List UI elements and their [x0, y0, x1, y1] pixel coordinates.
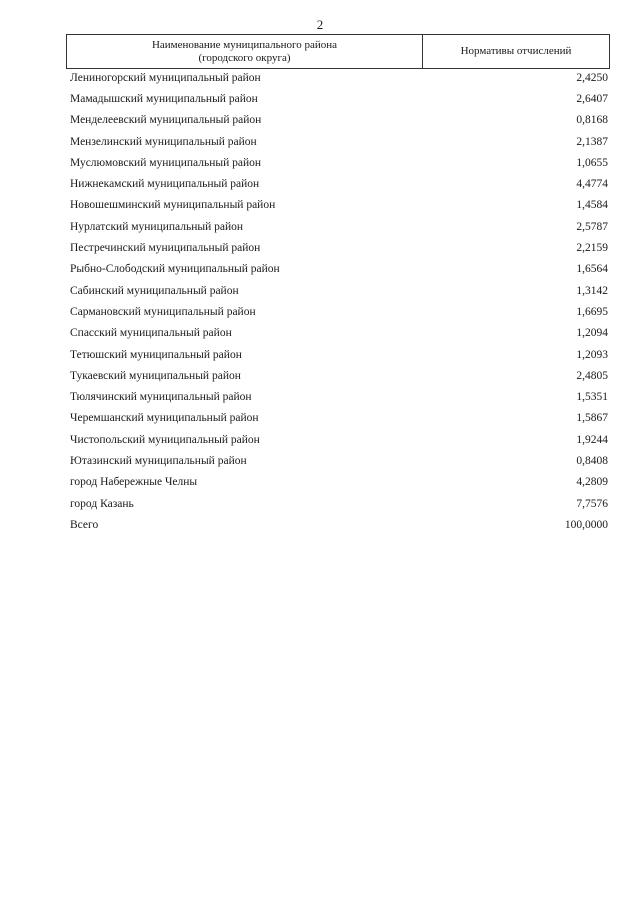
row-name: Пестречинский муниципальный район	[70, 242, 261, 255]
table-row	[70, 195, 608, 216]
row-name: Сабинский муниципальный район	[70, 284, 239, 297]
row-value: 0,8408	[576, 454, 608, 467]
row-value: 1,5351	[576, 391, 608, 404]
row-value: 4,4774	[576, 178, 608, 191]
row-value: 2,4250	[576, 71, 608, 84]
row-name: город Набережные Челны	[70, 476, 198, 489]
table-row	[70, 344, 608, 365]
row-value: 1,2093	[576, 348, 608, 361]
row-value: 1,2094	[576, 327, 608, 340]
row-value: 7,7576	[576, 497, 608, 510]
table-row	[70, 429, 608, 450]
table-row	[70, 493, 608, 514]
row-value: 1,5867	[576, 412, 608, 425]
table-row	[70, 259, 608, 280]
row-name: Тетюшский муниципальный район	[70, 348, 242, 361]
row-name: Ютазинский муниципальный район	[70, 454, 247, 467]
row-value: 2,4805	[576, 369, 608, 382]
row-name: Мамадышский муниципальный район	[70, 92, 258, 105]
row-name: Спасский муниципальный район	[70, 327, 232, 340]
table-row	[70, 88, 608, 109]
row-name: Тюлячинский муниципальный район	[70, 391, 252, 404]
row-name: Сармановский муниципальный район	[70, 305, 256, 318]
row-value: 2,2159	[576, 242, 608, 255]
row-name: Мензелинский муниципальный район	[70, 135, 257, 148]
table-header	[66, 34, 610, 69]
row-value: 2,5787	[576, 220, 608, 233]
table-row	[70, 216, 608, 237]
table-row	[70, 67, 608, 88]
row-value: 1,4584	[576, 199, 608, 212]
table-row	[70, 365, 608, 386]
table-row	[70, 110, 608, 131]
row-value: 100,0000	[564, 518, 608, 531]
table-row	[70, 152, 608, 173]
table-row	[70, 131, 608, 152]
row-name: Тукаевский муниципальный район	[70, 369, 241, 382]
row-name: город Казань	[70, 497, 134, 510]
row-name: Муслюмовский муниципальный район	[70, 156, 262, 169]
table-row	[70, 280, 608, 301]
table-row	[70, 173, 608, 194]
row-value: 2,6407	[576, 92, 608, 105]
column-header-name-line2: (городского округа)	[198, 51, 291, 64]
row-name: Чистопольский муниципальный район	[70, 433, 260, 446]
row-name: Рыбно-Слободский муниципальный район	[70, 263, 280, 276]
table-row	[70, 408, 608, 429]
table-row	[70, 514, 608, 535]
table-row	[70, 301, 608, 322]
table-row	[70, 323, 608, 344]
row-name: Всего	[70, 518, 99, 531]
row-name: Лениногорский муниципальный район	[70, 71, 261, 84]
page-number: 2	[316, 17, 324, 32]
row-value: 1,3142	[576, 284, 608, 297]
row-name: Новошешминский муниципальный район	[70, 199, 276, 212]
table-row	[70, 386, 608, 407]
row-value: 1,0655	[576, 156, 608, 169]
table-body	[70, 67, 608, 536]
row-value: 1,6695	[576, 305, 608, 318]
row-value: 1,6564	[576, 263, 608, 276]
row-value: 0,8168	[576, 114, 608, 127]
row-name: Нурлатский муниципальный район	[70, 220, 244, 233]
row-name: Менделеевский муниципальный район	[70, 114, 262, 127]
column-header-norms: Нормативы отчислений	[460, 45, 572, 57]
table-row	[70, 237, 608, 258]
row-value: 2,1387	[576, 135, 608, 148]
table-row	[70, 450, 608, 471]
row-name: Черемшанский муниципальный район	[70, 412, 259, 425]
row-value: 1,9244	[576, 433, 608, 446]
row-value: 4,2809	[576, 476, 608, 489]
column-header-name-line1: Наименование муниципального района	[151, 38, 338, 51]
table-row	[70, 472, 608, 493]
column-header-name	[67, 35, 423, 68]
row-name: Нижнекамский муниципальный район	[70, 178, 260, 191]
